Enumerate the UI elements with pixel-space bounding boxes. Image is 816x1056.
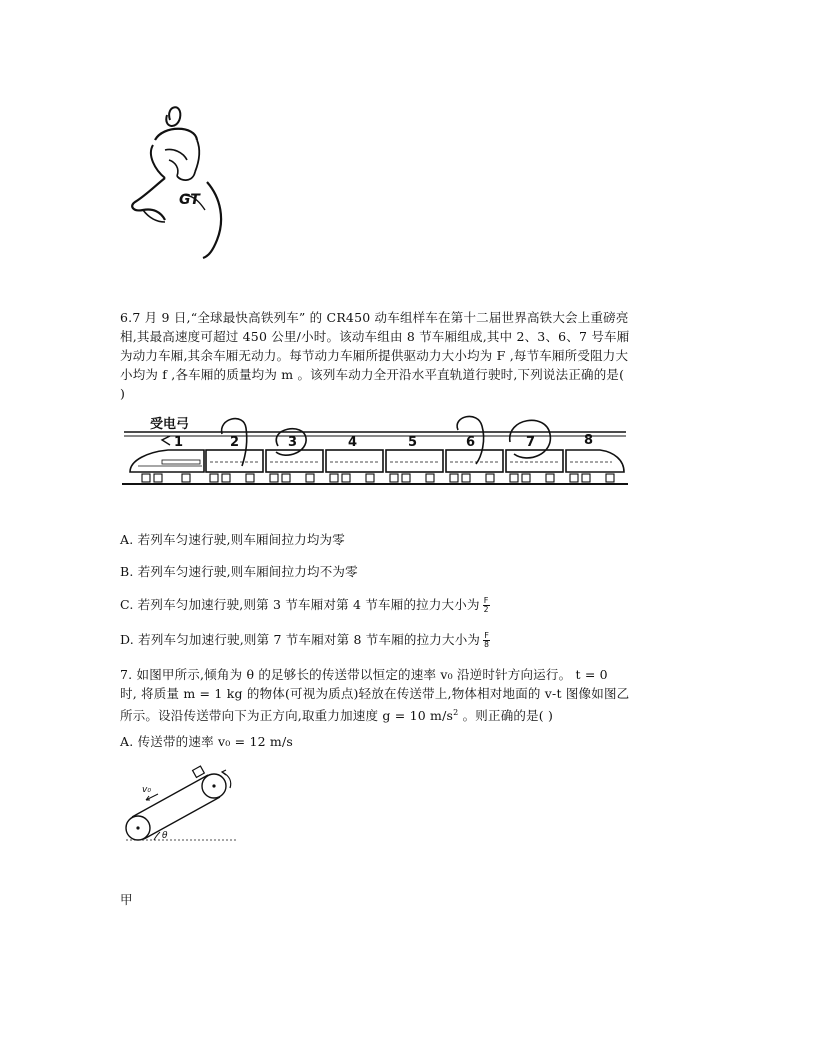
- car-number-2: 2: [230, 435, 240, 450]
- option-d-denominator: 8: [484, 640, 490, 649]
- car-number-4: 4: [348, 435, 358, 450]
- option-c-text: C. 若列车匀加速行驶,则第 3 节车厢对第 4 节车厢的拉力大小为: [120, 597, 480, 612]
- question-7-line-2: 时, 将质量 m = 1 kg 的物体(可视为质点)轻放在传送带上,物体相对地面的 v-t 图像如图乙: [120, 686, 630, 701]
- car-number-6: 6: [466, 435, 476, 450]
- figure-caption-jia: 甲: [120, 892, 133, 907]
- option-d-numerator: F: [484, 631, 490, 640]
- question-7-line-3: [120, 703, 553, 725]
- car-number-3: 3: [288, 435, 298, 450]
- car-number-8: 8: [584, 433, 594, 448]
- option-d-text: D. 若列车匀加速行驶,则第 7 节车厢对第 8 节车厢的拉力大小为: [120, 632, 481, 647]
- theta-label: θ: [162, 831, 168, 841]
- conveyor-belt-figure: [118, 760, 238, 850]
- velocity-label: v₀: [142, 785, 151, 795]
- train-figure: [118, 408, 630, 492]
- pantograph-label: 受电弓: [150, 417, 190, 432]
- question-7-line-3-pre: 所示。设沿传送带向下为正方向,取重力加速度 g = 10 m/s: [120, 708, 454, 724]
- question-6-line-4: 小均为 f ,各车厢的质量均为 m 。该列车动力全开沿水平直轨道行驶时,下列说法正确的是(: [120, 367, 625, 382]
- option-b: B. 若列车匀速行驶,则车厢间拉力均不为零: [120, 564, 358, 579]
- option-d-fraction: [483, 632, 490, 649]
- question-7-exponent: 2: [453, 708, 459, 717]
- question-6-line-5: ): [120, 386, 126, 401]
- option-a: A. 若列车匀速行驶,则车厢间拉力均为零: [120, 532, 345, 547]
- car-number-7: 7: [526, 435, 536, 450]
- question-6-line-3: 为动力车厢,其余车厢无动力。每节动力车厢所提供驱动力大小均为 F ,每节车厢所受阻力大: [120, 348, 629, 363]
- question-7-line-3-post: 。则正确的是( ): [458, 708, 554, 724]
- option-c: [120, 595, 490, 614]
- handwritten-doodle: [125, 100, 240, 265]
- option-c-fraction: [483, 597, 490, 614]
- option-c-numerator: F: [483, 596, 489, 605]
- question-6-line-1: 6.7 月 9 日,“全球最快高铁列车” 的 CR450 动车组样车在第十二届世界高铁大会上重磅亮: [120, 310, 629, 325]
- option-c-denominator: 2: [483, 605, 489, 614]
- car-number-1: 1: [174, 435, 184, 450]
- doodle-text: GT: [179, 192, 200, 208]
- question-7-option-a: A. 传送带的速率 v₀ = 12 m/s: [120, 734, 293, 749]
- option-d: [120, 630, 490, 649]
- car-number-5: 5: [408, 435, 418, 450]
- question-6-line-2: 相,其最高速度可超过 450 公里/小时。该动车组由 8 节车厢组成,其中 2、3、6、7 号车厢: [120, 329, 630, 344]
- question-7-line-1: 7. 如图甲所示,倾角为 θ 的足够长的传送带以恒定的速率 v₀ 沿逆时针方向运行。 t = 0: [120, 667, 608, 682]
